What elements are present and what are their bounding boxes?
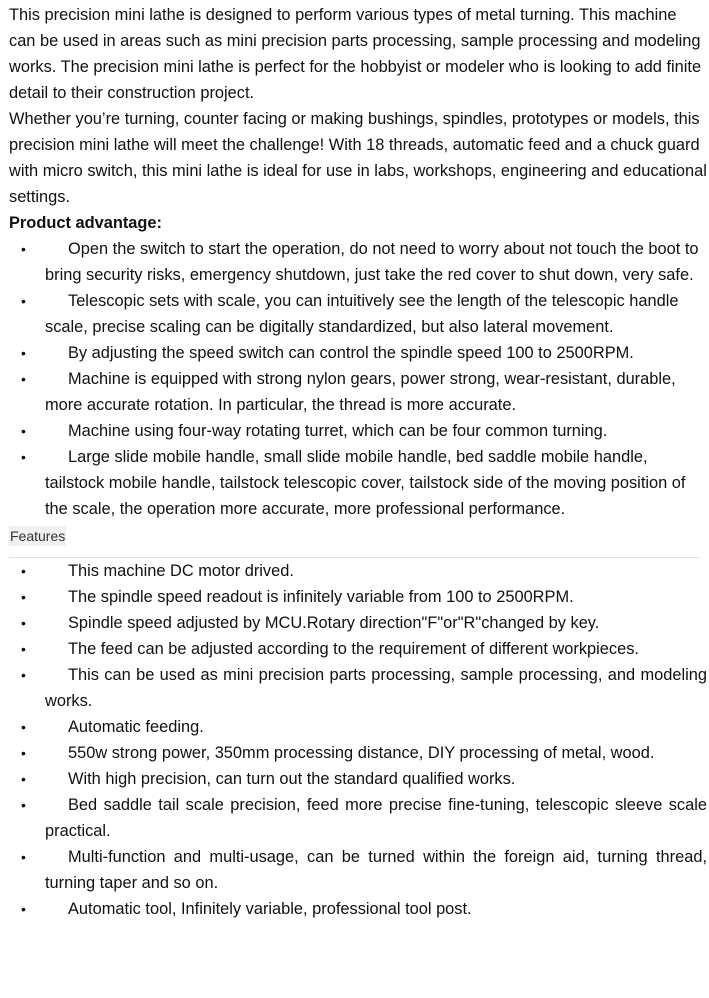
list-item — [9, 844, 707, 896]
list-item-text: This can be used as mini precision parts processing, sample processing, and modeling works. — [45, 666, 707, 710]
bullet-icon: • — [21, 641, 26, 657]
bullet-icon: • — [21, 241, 26, 257]
list-item — [9, 662, 707, 714]
bullet-icon: • — [21, 719, 26, 735]
bullet-icon: • — [21, 771, 26, 787]
bullet-icon: • — [21, 615, 26, 631]
list-item-text: Automatic tool, Infinitely variable, professional tool post. — [68, 900, 472, 918]
list-item — [9, 444, 707, 522]
bullet-icon: • — [21, 797, 26, 813]
list-item — [9, 366, 707, 418]
list-item-text: By adjusting the speed switch can control the spindle speed 100 to 2500RPM. — [68, 344, 634, 362]
list-item-text: With high precision, can turn out the standard qualified works. — [68, 770, 516, 788]
list-item — [9, 766, 707, 792]
intro-paragraph-2: Whether you’re turning, counter facing or making bushings, spindles, prototypes or models, this precision mini lathe will meet the challenge! With 18 threads, automatic feed and a chuck guard with micro switch, this mini lathe is ideal for use in labs, workshops, engineering and educational settings. — [9, 110, 707, 206]
list-item-text: Large slide mobile handle, small slide mobile handle, bed saddle mobile handle, tailstock mobile handle, tailstock telescopic cover, tailstock side of the moving position of the scale, the operation more accurate, more professional performance. — [45, 448, 686, 518]
bullet-icon: • — [21, 563, 26, 579]
list-item — [9, 896, 707, 922]
intro-paragraph-1: This precision mini lathe is designed to perform various types of metal turning. This machine can be used in areas such as mini precision parts processing, sample processing and modeling works. The precision mini lathe is perfect for the hobbyist or modeler who is looking to add finite detail to their construction project. — [9, 6, 702, 102]
list-item — [9, 740, 707, 766]
bullet-icon: • — [21, 293, 26, 309]
advantage-list — [9, 236, 707, 522]
bullet-icon: • — [21, 423, 26, 439]
list-item-text: This machine DC motor drived. — [68, 562, 294, 580]
bullet-icon: • — [21, 901, 26, 917]
list-item — [9, 340, 707, 366]
list-item-text: Spindle speed adjusted by MCU.Rotary direction"F"or"R"changed by key. — [68, 614, 600, 632]
list-item — [9, 236, 707, 288]
list-item-text: Open the switch to start the operation, do not need to worry about not touch the boot to bring security risks, emergency shutdown, just take the red cover to shut down, very safe. — [45, 240, 699, 284]
list-item — [9, 288, 707, 340]
list-item-text: Machine using four-way rotating turret, which can be four common turning. — [68, 422, 608, 440]
list-item-text: Bed saddle tail scale precision, feed more precise fine-tuning, telescopic sleeve scale practical. — [45, 796, 707, 840]
bullet-icon: • — [21, 345, 26, 361]
features-list — [9, 558, 707, 922]
list-item — [9, 636, 707, 662]
product-advantage-heading: Product advantage: — [9, 214, 163, 232]
bullet-icon: • — [21, 589, 26, 605]
bullet-icon: • — [21, 667, 26, 683]
intro-section — [9, 2, 707, 210]
list-item-text: The spindle speed readout is infinitely variable from 100 to 2500RPM. — [68, 588, 574, 606]
list-item-text: Machine is equipped with strong nylon gears, power strong, wear-resistant, durable, more accurate rotation. In particular, the thread is more accurate. — [45, 370, 676, 414]
bullet-icon: • — [21, 449, 26, 465]
list-item — [9, 584, 707, 610]
list-item — [9, 558, 707, 584]
bullet-icon: • — [21, 849, 26, 865]
list-item — [9, 792, 707, 844]
features-header — [9, 522, 707, 546]
bullet-icon: • — [21, 371, 26, 387]
list-item-text: Automatic feeding. — [68, 718, 204, 736]
bullet-icon: • — [21, 745, 26, 761]
list-item-text: Telescopic sets with scale, you can intuitively see the length of the telescopic handle scale, precise scaling can be digitally standardized, but also lateral movement. — [45, 292, 679, 336]
features-label: Features — [10, 528, 66, 544]
list-item-text: Multi-function and multi-usage, can be turned within the foreign aid, turning thread, turning taper and so on. — [45, 848, 707, 892]
list-item — [9, 714, 707, 740]
list-item — [9, 610, 707, 636]
list-item-text: 550w strong power, 350mm processing distance, DIY processing of metal, wood. — [68, 744, 655, 762]
list-item-text: The feed can be adjusted according to the requirement of different workpieces. — [68, 640, 639, 658]
product-description — [9, 0, 707, 922]
list-item — [9, 418, 707, 444]
